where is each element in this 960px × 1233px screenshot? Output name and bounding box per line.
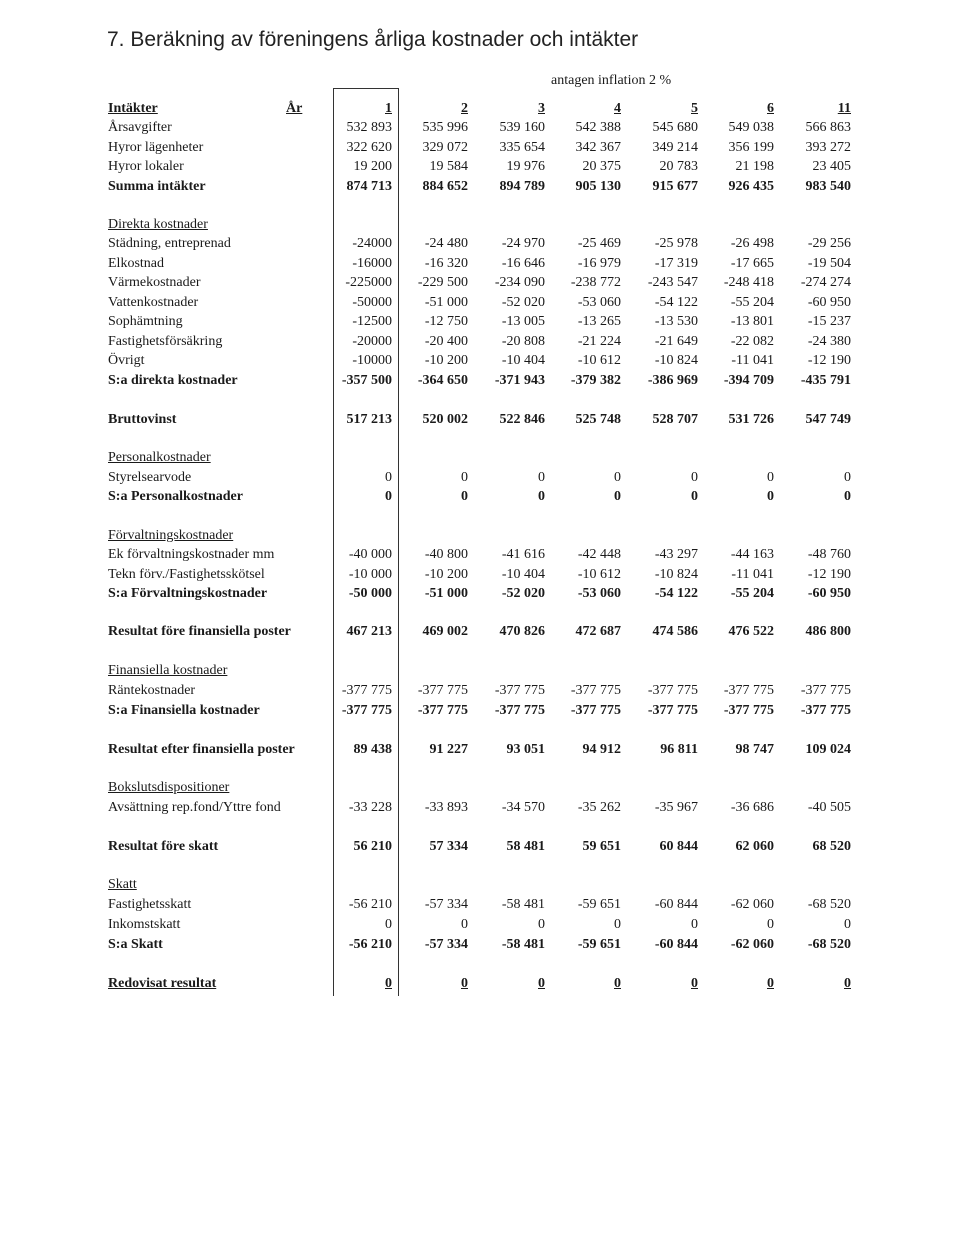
cell-year-5: -13 530 [654, 314, 698, 329]
cell-year-3: -377 775 [494, 703, 545, 718]
cell-year-2: -377 775 [417, 703, 468, 718]
cell-year-1: 89 438 [353, 742, 392, 757]
cell-year-5: 5 [691, 101, 698, 116]
cell-year-2: -10 200 [424, 353, 468, 368]
cell-year-3: -34 570 [501, 800, 545, 815]
cell-year-2: 91 227 [429, 742, 468, 757]
row-label: Skatt [108, 877, 137, 892]
row-label: Övrigt [108, 353, 145, 368]
row-label: S:a Finansiella kostnader [108, 703, 260, 718]
cell-year-11: 983 540 [805, 179, 851, 194]
cell-year-1: 322 620 [346, 140, 392, 155]
cell-year-3: 0 [538, 917, 545, 932]
cell-year-5: 0 [691, 917, 698, 932]
table-row [0, 295, 960, 313]
table-row [0, 547, 960, 565]
cell-year-5: -10 824 [654, 353, 698, 368]
cell-year-2: 0 [461, 470, 468, 485]
cell-year-3: 93 051 [506, 742, 545, 757]
cell-year-1: 517 213 [346, 412, 392, 427]
cell-year-5: -35 967 [654, 800, 698, 815]
cell-year-2: -364 650 [417, 373, 468, 388]
cell-year-4: 525 748 [575, 412, 621, 427]
cell-year-1: 467 213 [346, 624, 392, 639]
cell-year-11: -435 791 [800, 373, 851, 388]
table-row [0, 624, 960, 642]
row-label: Fastighetsskatt [108, 897, 192, 912]
table-row [0, 567, 960, 585]
cell-year-11: -19 504 [807, 256, 851, 271]
cell-year-2: -377 775 [417, 683, 468, 698]
cell-year-4: 59 651 [582, 839, 621, 854]
cell-year-1: 0 [385, 470, 392, 485]
cell-year-6: 0 [767, 917, 774, 932]
cell-year-5: -17 319 [654, 256, 698, 271]
cell-year-11: 547 749 [805, 412, 851, 427]
table-row [0, 663, 960, 681]
cell-year-4: -13 265 [577, 314, 621, 329]
row-label: S:a direkta kostnader [108, 373, 238, 388]
cell-year-4: 0 [614, 489, 621, 504]
cell-year-2: 2 [461, 101, 468, 116]
cell-year-6: 21 198 [735, 159, 774, 174]
table-row [0, 470, 960, 488]
cell-year-4: 0 [614, 470, 621, 485]
cell-year-6: 0 [767, 489, 774, 504]
cell-year-3: -10 404 [501, 353, 545, 368]
row-label: Städning, entreprenad [108, 236, 231, 251]
cell-year-1: 0 [385, 976, 392, 991]
table-row [0, 412, 960, 430]
cell-year-3: 58 481 [506, 839, 545, 854]
row-label: Räntekostnader [108, 683, 196, 698]
cell-year-4: -238 772 [570, 275, 621, 290]
row-label: S:a Personalkostnader [108, 489, 243, 504]
row-label: Årsavgifter [108, 120, 172, 135]
row-label: Inkomstskatt [108, 917, 181, 932]
cell-year-5: 0 [691, 470, 698, 485]
cell-year-5: -25 978 [654, 236, 698, 251]
cell-year-5: -377 775 [647, 683, 698, 698]
cell-year-11: -274 274 [800, 275, 851, 290]
row-label: Bokslutsdispositioner [108, 780, 230, 795]
cell-year-3: 3 [538, 101, 545, 116]
cell-year-11: -48 760 [807, 547, 851, 562]
cell-year-1: -33 228 [348, 800, 392, 815]
cell-year-2: 884 652 [422, 179, 468, 194]
cell-year-3: 522 846 [499, 412, 545, 427]
row-label: Redovisat resultat [108, 976, 217, 991]
cell-year-1: -56 210 [348, 937, 392, 952]
row-label: Tekn förv./Fastighetsskötsel [108, 567, 265, 582]
cell-year-2: -57 334 [424, 937, 468, 952]
cell-year-4: 20 375 [582, 159, 621, 174]
table-row [0, 877, 960, 895]
cell-year-3: -16 646 [501, 256, 545, 271]
cell-year-6: 476 522 [728, 624, 774, 639]
cell-year-1: -225000 [345, 275, 392, 290]
row-label: Sophämtning [108, 314, 183, 329]
cell-year-4: -25 469 [577, 236, 621, 251]
cell-year-11: 0 [844, 976, 851, 991]
cell-year-4: -16 979 [577, 256, 621, 271]
cell-year-2: -33 893 [424, 800, 468, 815]
row-label: Resultat före finansiella poster [108, 624, 291, 639]
cell-year-4: -379 382 [570, 373, 621, 388]
cell-year-4: 4 [614, 101, 621, 116]
cell-year-3: -234 090 [494, 275, 545, 290]
cell-year-1: -377 775 [341, 703, 392, 718]
cell-year-4: -42 448 [577, 547, 621, 562]
row-label: Styrelsearvode [108, 470, 192, 485]
cell-year-2: 19 584 [429, 159, 468, 174]
cell-year-3: 19 976 [506, 159, 545, 174]
table-row [0, 528, 960, 546]
cell-year-6: 0 [767, 470, 774, 485]
cell-year-11: -12 190 [807, 353, 851, 368]
row-label: Direkta kostnader [108, 217, 208, 232]
cell-year-11: 0 [844, 470, 851, 485]
cell-year-1: -357 500 [341, 373, 392, 388]
cell-year-5: -54 122 [654, 586, 698, 601]
cell-year-4: 94 912 [582, 742, 621, 757]
row-label: Avsättning rep.fond/Yttre fond [108, 800, 281, 815]
cell-year-6: 549 038 [728, 120, 774, 135]
page-title: 7. Beräkning av föreningens årliga kostnader och intäkter [107, 28, 639, 51]
year-label: År [286, 101, 303, 116]
table-row [0, 586, 960, 604]
cell-year-5: 0 [691, 976, 698, 991]
cell-year-11: -15 237 [807, 314, 851, 329]
cell-year-11: 0 [844, 917, 851, 932]
table-row [0, 683, 960, 701]
cell-year-2: -10 200 [424, 567, 468, 582]
row-label: Finansiella kostnader [108, 663, 228, 678]
cell-year-6: 926 435 [728, 179, 774, 194]
cell-year-5: 0 [691, 489, 698, 504]
cell-year-1: 1 [385, 101, 392, 116]
cell-year-6: -22 082 [730, 334, 774, 349]
cell-year-11: -24 380 [807, 334, 851, 349]
cell-year-5: -54 122 [654, 295, 698, 310]
cell-year-5: 349 214 [652, 140, 698, 155]
cell-year-11: -40 505 [807, 800, 851, 815]
cell-year-11: 566 863 [805, 120, 851, 135]
table-row [0, 703, 960, 721]
row-label: Hyror lägenheter [108, 140, 204, 155]
cell-year-3: -371 943 [494, 373, 545, 388]
cell-year-2: 57 334 [429, 839, 468, 854]
cell-year-3: -52 020 [501, 586, 545, 601]
row-label: Ek förvaltningskostnader mm [108, 547, 275, 562]
cell-year-6: -44 163 [730, 547, 774, 562]
cell-year-11: 11 [837, 101, 851, 116]
cell-year-5: 528 707 [652, 412, 698, 427]
cell-year-4: -53 060 [577, 586, 621, 601]
cell-year-4: -10 612 [577, 353, 621, 368]
table-row [0, 256, 960, 274]
cell-year-6: -11 041 [731, 567, 774, 582]
cell-year-1: -12500 [352, 314, 392, 329]
cell-year-4: 542 388 [575, 120, 621, 135]
table-row [0, 217, 960, 235]
cell-year-4: -10 612 [577, 567, 621, 582]
cell-year-2: 0 [461, 976, 468, 991]
cell-year-3: 894 789 [499, 179, 545, 194]
cell-year-11: -68 520 [807, 897, 851, 912]
cell-year-3: -10 404 [501, 567, 545, 582]
inflation-note: antagen inflation 2 % [551, 73, 672, 88]
table-row [0, 275, 960, 293]
cell-year-11: 23 405 [812, 159, 851, 174]
cell-year-2: 535 996 [422, 120, 468, 135]
cell-year-1: -377 775 [341, 683, 392, 698]
table-row [0, 780, 960, 798]
cell-year-1: 0 [385, 489, 392, 504]
cell-year-6: -11 041 [731, 353, 774, 368]
cell-year-6: -377 775 [723, 683, 774, 698]
cell-year-5: 474 586 [652, 624, 698, 639]
cell-year-6: -55 204 [730, 586, 774, 601]
table-row [0, 976, 960, 994]
cell-year-1: 0 [385, 917, 392, 932]
table-row [0, 839, 960, 857]
cell-year-6: -394 709 [723, 373, 774, 388]
cell-year-6: 531 726 [728, 412, 774, 427]
cell-year-1: -20000 [352, 334, 392, 349]
cell-year-11: -60 950 [807, 586, 851, 601]
cell-year-1: -40 000 [348, 547, 392, 562]
cell-year-11: 68 520 [812, 839, 851, 854]
row-label: Summa intäkter [108, 179, 206, 194]
row-label: S:a Förvaltningskostnader [108, 586, 268, 601]
cell-year-4: 472 687 [575, 624, 621, 639]
cell-year-4: -377 775 [570, 703, 621, 718]
cell-year-3: 335 654 [499, 140, 545, 155]
cell-year-11: -12 190 [807, 567, 851, 582]
cell-year-4: 905 130 [575, 179, 621, 194]
row-label: S:a Skatt [108, 937, 163, 952]
cell-year-3: 470 826 [499, 624, 545, 639]
cell-year-5: -43 297 [654, 547, 698, 562]
cell-year-5: 20 783 [659, 159, 698, 174]
cell-year-11: -377 775 [800, 683, 851, 698]
table-row [0, 489, 960, 507]
cell-year-1: -24000 [352, 236, 392, 251]
cell-year-5: 915 677 [652, 179, 698, 194]
cell-year-6: -55 204 [730, 295, 774, 310]
cell-year-3: -13 005 [501, 314, 545, 329]
cell-year-3: 539 160 [499, 120, 545, 135]
cell-year-6: 62 060 [735, 839, 774, 854]
cell-year-1: -16000 [352, 256, 392, 271]
table-row [0, 353, 960, 371]
table-row [0, 373, 960, 391]
cell-year-2: 0 [461, 917, 468, 932]
cell-year-3: 0 [538, 489, 545, 504]
table-row [0, 159, 960, 177]
cell-year-4: -53 060 [577, 295, 621, 310]
cell-year-11: 0 [844, 489, 851, 504]
cell-year-1: -50 000 [348, 586, 392, 601]
row-label: Hyror lokaler [108, 159, 184, 174]
cell-year-5: -386 969 [647, 373, 698, 388]
cell-year-5: 60 844 [659, 839, 698, 854]
table-row [0, 140, 960, 158]
cell-year-11: 486 800 [805, 624, 851, 639]
row-label: Fastighetsförsäkring [108, 334, 223, 349]
cell-year-3: -58 481 [501, 937, 545, 952]
row-label: Förvaltningskostnader [108, 528, 234, 543]
cell-year-5: -60 844 [654, 937, 698, 952]
table-row [0, 314, 960, 332]
cell-year-11: -68 520 [807, 937, 851, 952]
table-row [0, 917, 960, 935]
row-label: Resultat före skatt [108, 839, 219, 854]
cell-year-2: -12 750 [424, 314, 468, 329]
row-label: Bruttovinst [108, 412, 177, 427]
cell-year-2: -24 480 [424, 236, 468, 251]
cell-year-6: -62 060 [730, 897, 774, 912]
cell-year-3: -377 775 [494, 683, 545, 698]
cell-year-1: 56 210 [353, 839, 392, 854]
cell-year-2: -51 000 [424, 586, 468, 601]
cell-year-6: -17 665 [730, 256, 774, 271]
table-row [0, 742, 960, 760]
cell-year-5: -377 775 [647, 703, 698, 718]
cell-year-3: 0 [538, 976, 545, 991]
cell-year-5: 545 680 [652, 120, 698, 135]
table-row [0, 120, 960, 138]
cell-year-1: -10000 [352, 353, 392, 368]
cell-year-6: -62 060 [730, 937, 774, 952]
cell-year-1: -10 000 [348, 567, 392, 582]
table-row [0, 450, 960, 468]
cell-year-6: 98 747 [735, 742, 774, 757]
cell-year-6: 356 199 [728, 140, 774, 155]
cell-year-3: 0 [538, 470, 545, 485]
table-row [0, 101, 960, 119]
cell-year-6: 0 [767, 976, 774, 991]
cell-year-6: -13 801 [730, 314, 774, 329]
cell-year-2: 329 072 [422, 140, 468, 155]
row-label: Värmekostnader [108, 275, 201, 290]
table-row [0, 897, 960, 915]
cell-year-3: -24 970 [501, 236, 545, 251]
cell-year-2: -40 800 [424, 547, 468, 562]
cell-year-11: 393 272 [805, 140, 851, 155]
cell-year-4: -59 651 [577, 897, 621, 912]
cell-year-5: -243 547 [647, 275, 698, 290]
cell-year-5: 96 811 [660, 742, 698, 757]
cell-year-3: -41 616 [501, 547, 545, 562]
cell-year-6: 6 [767, 101, 774, 116]
cell-year-2: -57 334 [424, 897, 468, 912]
row-label: Resultat efter finansiella poster [108, 742, 295, 757]
cell-year-2: -16 320 [424, 256, 468, 271]
cell-year-11: 109 024 [805, 742, 851, 757]
cell-year-11: -29 256 [807, 236, 851, 251]
cell-year-2: -51 000 [424, 295, 468, 310]
cell-year-1: 19 200 [353, 159, 392, 174]
cell-year-6: -26 498 [730, 236, 774, 251]
cell-year-1: 532 893 [346, 120, 392, 135]
cell-year-5: -60 844 [654, 897, 698, 912]
cell-year-6: -248 418 [723, 275, 774, 290]
table-row [0, 334, 960, 352]
cell-year-5: -21 649 [654, 334, 698, 349]
cell-year-1: -56 210 [348, 897, 392, 912]
cell-year-4: -35 262 [577, 800, 621, 815]
table-row [0, 937, 960, 955]
cell-year-3: -20 808 [501, 334, 545, 349]
cell-year-5: -10 824 [654, 567, 698, 582]
row-label: Intäkter [108, 101, 158, 116]
cell-year-4: -21 224 [577, 334, 621, 349]
cell-year-3: -52 020 [501, 295, 545, 310]
table-row [0, 236, 960, 254]
cell-year-4: 0 [614, 917, 621, 932]
cell-year-2: 520 002 [422, 412, 468, 427]
cell-year-1: -50000 [352, 295, 392, 310]
cell-year-4: 0 [614, 976, 621, 991]
cell-year-4: -377 775 [570, 683, 621, 698]
table-row [0, 800, 960, 818]
row-label: Elkostnad [108, 256, 164, 271]
row-label: Personalkostnader [108, 450, 211, 465]
cell-year-3: -58 481 [501, 897, 545, 912]
cell-year-2: -20 400 [424, 334, 468, 349]
cell-year-1: 874 713 [346, 179, 392, 194]
cell-year-11: -377 775 [800, 703, 851, 718]
table-row [0, 179, 960, 197]
cell-year-6: -36 686 [730, 800, 774, 815]
row-label: Vattenkostnader [108, 295, 199, 310]
cell-year-4: 342 367 [575, 140, 621, 155]
cell-year-4: -59 651 [577, 937, 621, 952]
cell-year-2: 469 002 [422, 624, 468, 639]
cell-year-11: -60 950 [807, 295, 851, 310]
cell-year-2: 0 [461, 489, 468, 504]
cell-year-2: -229 500 [417, 275, 468, 290]
cell-year-6: -377 775 [723, 703, 774, 718]
